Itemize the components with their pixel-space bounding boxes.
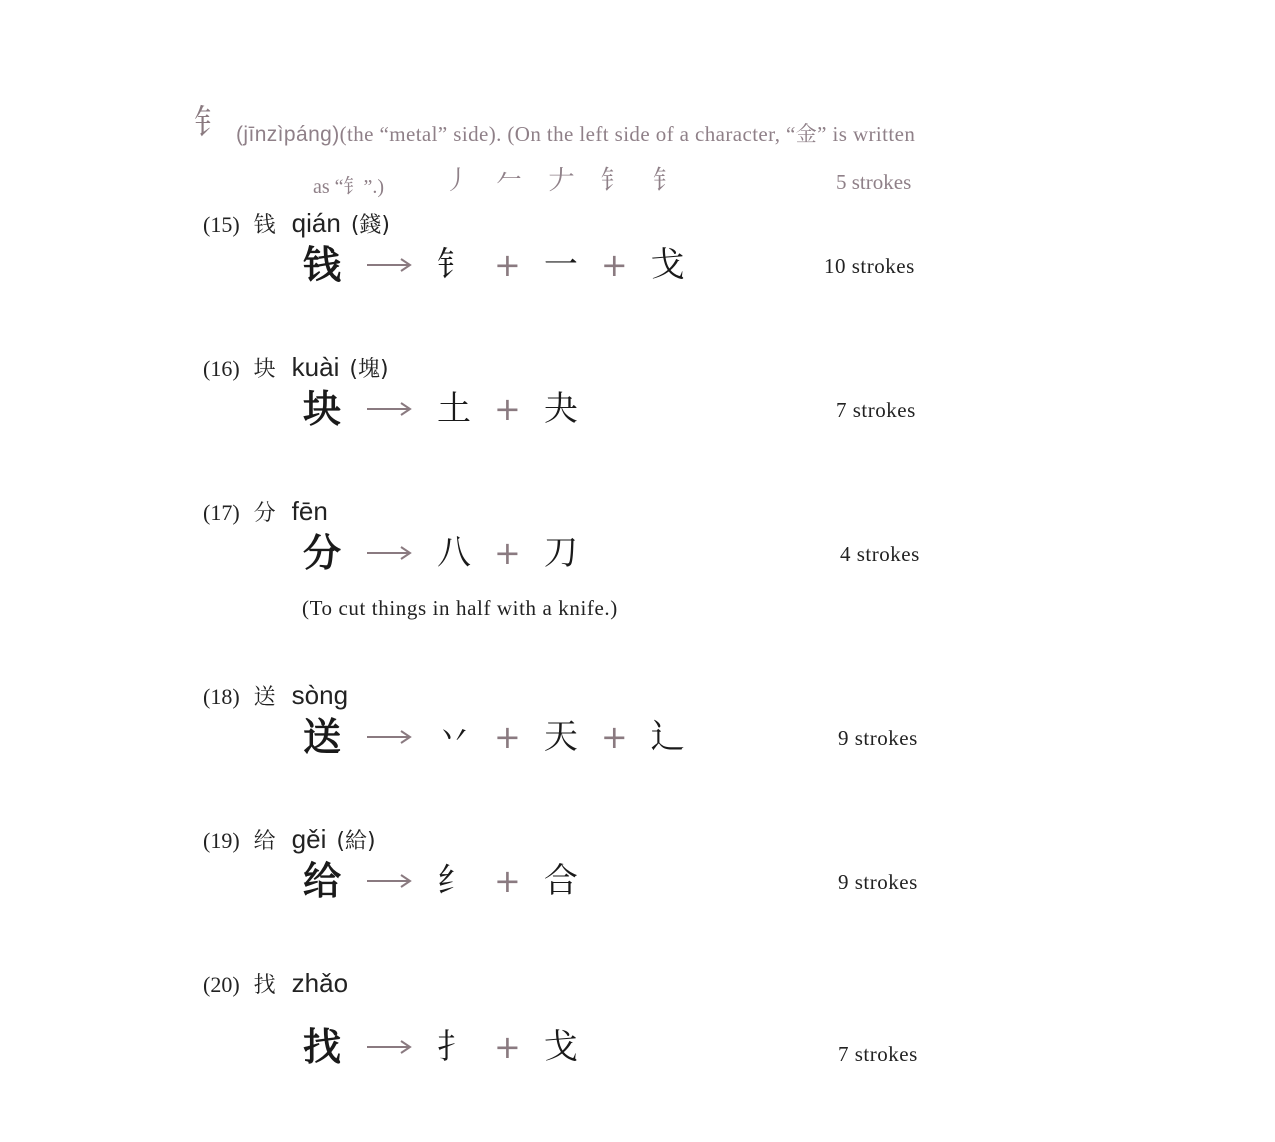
entry-character: 给 [253,829,276,854]
component-formula [300,712,688,762]
component: 纟 [437,861,471,901]
entry-pinyin: zhǎo [291,968,349,998]
formula-character: 分 [302,531,341,575]
arrow-right-icon [366,255,412,275]
component: 辶 [650,717,685,757]
plus-sign: + [494,390,521,428]
radical-explanation: (the “metal” side). (On the left side of a character, “金” is written [339,122,916,146]
entry-header [203,680,358,711]
entry-traditional: (錢) [350,213,390,238]
entry-number: (19) [203,828,240,853]
component: 扌 [437,1027,471,1067]
arrow-right-icon [366,399,412,419]
entry-number: (20) [203,972,240,997]
entry-note: (To cut things in half with a knife.) [302,596,618,620]
stroke-count: 4 strokes [840,542,920,566]
entry-number: (16) [203,356,240,381]
stroke-count: 7 strokes [838,1042,918,1066]
component-formula [300,528,581,578]
arrow-right-icon [366,871,412,891]
plus-sign: + [494,862,521,900]
component-formula [300,856,581,906]
entry-header [203,824,376,855]
entry-number: (18) [203,684,240,709]
plus-sign: + [600,718,628,756]
entry-pinyin: sòng [291,680,349,710]
arrow-right-icon [366,1037,412,1057]
entry-header [203,208,390,239]
entry-traditional: (給) [336,829,376,854]
component: 刀 [543,533,578,573]
entry-header [203,352,389,383]
stroke-count: 9 strokes [838,870,918,894]
component: 丷 [437,717,471,757]
component: 天 [543,717,578,757]
stroke-count: 9 strokes [838,726,918,750]
component-formula [300,384,581,434]
entry-header [203,496,338,527]
component: 钅 [437,245,471,285]
radical-pinyin: (jīnzìpáng) [236,123,340,146]
entry-character: 块 [253,357,276,382]
component: 夬 [543,389,578,429]
entry-pinyin: qián [291,208,341,238]
formula-character: 钱 [302,243,341,287]
component: 合 [543,861,578,901]
entry-character: 送 [253,685,276,710]
formula-character: 找 [302,1025,341,1069]
plus-sign: + [600,246,628,284]
entry-traditional: (塊) [349,357,389,382]
arrow-right-icon [366,543,412,563]
entry-number: (17) [203,500,240,525]
component: 一 [543,245,578,285]
radical-explanation-cont: as “钅”.) [313,176,385,198]
entry-pinyin: gěi [291,824,327,854]
formula-character: 给 [302,859,341,903]
entry-header [203,968,358,999]
component-formula [300,1022,581,1072]
entry-character: 钱 [253,213,276,238]
stroke-count: 7 strokes [836,398,916,422]
radical-stroke-count: 5 strokes [836,170,912,194]
component: 八 [437,533,471,573]
component: 土 [437,389,471,429]
radical-glyph: 钅 [194,103,228,143]
entry-number: (15) [203,212,240,237]
component-formula [300,240,688,290]
arrow-right-icon [366,727,412,747]
stroke-count: 10 strokes [824,254,915,278]
entry-pinyin: fēn [291,496,328,526]
formula-character: 块 [302,387,341,431]
entry-pinyin: kuài [291,352,340,382]
entry-character: 分 [253,501,276,526]
radical-stroke-sequence: 丿 𠂉 𠂇 钅 钅 [444,166,689,196]
plus-sign: + [494,718,521,756]
plus-sign: + [494,534,521,572]
component: 戈 [543,1027,578,1067]
plus-sign: + [494,1028,521,1066]
formula-character: 送 [302,715,341,759]
component: 戈 [650,245,685,285]
plus-sign: + [494,246,521,284]
entry-character: 找 [253,973,276,998]
radical-description [236,118,915,148]
